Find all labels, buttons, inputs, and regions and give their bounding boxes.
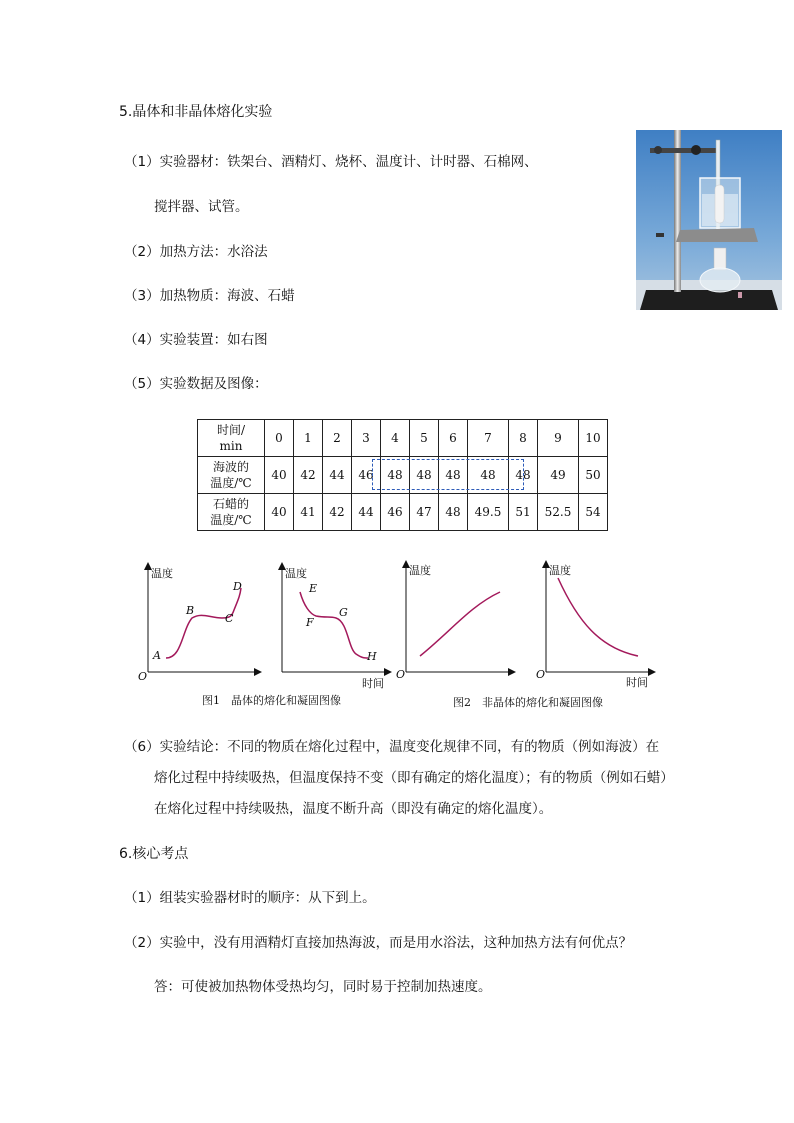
- figure-1-caption: 图1 晶体的熔化和凝固图像: [202, 694, 341, 707]
- g1-point-b: B: [186, 604, 195, 617]
- g2-ylabel: 温度: [285, 567, 307, 580]
- hypo-temp-cell: 50: [579, 457, 608, 494]
- time-header-label-2: min: [219, 439, 243, 453]
- g1-point-d: D: [233, 580, 242, 593]
- g1-origin: O: [138, 670, 148, 683]
- wax-temp-cell: 54: [579, 494, 608, 531]
- time-cell: 4: [381, 420, 410, 457]
- key-point-2-answer: 答：可使被加热物体受热均匀，同时易于控制加热速度。: [154, 979, 492, 995]
- graph-crystal-solidification: [282, 566, 388, 690]
- g1-point-a: A: [153, 649, 161, 662]
- time-cell: 7: [468, 420, 509, 457]
- g1-ylabel: 温度: [151, 567, 173, 580]
- wax-temp-cell: 40: [265, 494, 294, 531]
- wax-label-cell: [198, 494, 265, 531]
- wax-temp-cell: 41: [294, 494, 323, 531]
- g2-point-f: F: [306, 616, 314, 629]
- wax-temp-cell: 51: [509, 494, 538, 531]
- hypo-label-2: 温度/℃: [210, 476, 252, 490]
- section-6-title: 6.核心考点: [119, 846, 189, 862]
- melting-graphs: [130, 560, 670, 695]
- g2-point-g: G: [339, 606, 348, 619]
- time-cell: 2: [323, 420, 352, 457]
- hypo-temp-cell: 48: [439, 457, 468, 494]
- g4-curve: [558, 578, 638, 656]
- wax-temp-cell: 42: [323, 494, 352, 531]
- time-cell: 0: [265, 420, 294, 457]
- hypo-temp-cell: 48: [381, 457, 410, 494]
- graph-amorphous-melting: [396, 563, 512, 681]
- time-cell: 5: [410, 420, 439, 457]
- wax-label-2: 温度/℃: [210, 513, 252, 527]
- hypo-label-1: 海波的: [212, 460, 249, 474]
- figure-2-caption: 图2 非晶体的熔化和凝固图像: [453, 696, 603, 709]
- table-row-wax: [198, 494, 608, 531]
- g2-point-h: H: [367, 650, 377, 663]
- g1-point-c: C: [225, 612, 234, 625]
- time-cell: 6: [439, 420, 468, 457]
- g3-ylabel: 温度: [409, 564, 431, 577]
- key-point-2-question: （2）实验中，没有用酒精灯直接加热海波，而是用水浴法，这种加热方法有何优点？: [124, 935, 633, 951]
- time-header-cell: [198, 420, 265, 457]
- apparatus: （4）实验装置：如右图: [124, 332, 268, 348]
- time-header-label-1: 时间/: [216, 423, 246, 437]
- table-row-time: [198, 420, 608, 457]
- g2-point-e: E: [309, 582, 318, 595]
- table-row-hypo: [198, 457, 608, 494]
- hypo-temp-cell: 44: [323, 457, 352, 494]
- hypo-temp-cell: 49: [538, 457, 579, 494]
- data-table: [197, 419, 608, 531]
- g4-origin: O: [536, 668, 546, 681]
- hypo-temp-cell: 46: [352, 457, 381, 494]
- time-cell: 10: [579, 420, 608, 457]
- time-cell: 8: [509, 420, 538, 457]
- key-point-1: （1）组装实验器材时的顺序：从下到上。: [124, 890, 376, 906]
- graph-amorphous-solidification: [536, 563, 652, 689]
- g3-curve: [420, 592, 500, 656]
- apparatus-photo: [636, 130, 782, 310]
- hypo-temp-cell: 48: [509, 457, 538, 494]
- wax-temp-cell: 49.5: [468, 494, 509, 531]
- conclusion-line-3: 在熔化过程中持续吸热，温度不断升高（即没有确定的熔化温度）。: [154, 801, 553, 817]
- wax-temp-cell: 48: [439, 494, 468, 531]
- hypo-label-cell: [198, 457, 265, 494]
- hypo-temp-cell: 48: [410, 457, 439, 494]
- section-5-title: 5.晶体和非晶体熔化实验: [119, 104, 273, 120]
- time-cell: 3: [352, 420, 381, 457]
- g4-xlabel: 时间: [626, 676, 648, 689]
- hypo-temp-cell: 48: [468, 457, 509, 494]
- wax-temp-cell: 46: [381, 494, 410, 531]
- heating-substances: （3）加热物质：海波、石蜡: [124, 288, 295, 304]
- materials-line-2: 搅拌器、试管。: [154, 199, 249, 215]
- time-cell: 1: [294, 420, 323, 457]
- time-cell: 9: [538, 420, 579, 457]
- data-and-graphs: （5）实验数据及图像：: [124, 376, 268, 392]
- g3-origin: O: [396, 668, 406, 681]
- wax-temp-cell: 44: [352, 494, 381, 531]
- wax-temp-cell: 47: [410, 494, 439, 531]
- wax-label-1: 石蜡的: [212, 497, 249, 511]
- conclusion-line-1: （6）实验结论：不同的物质在熔化过程中，温度变化规律不同，有的物质（例如海波）在: [124, 739, 660, 755]
- graph-crystal-melting: [138, 566, 258, 683]
- conclusion-line-2: 熔化过程中持续吸热，但温度保持不变（即有确定的熔化温度）；有的物质（例如石蜡）: [154, 770, 674, 786]
- hypo-temp-cell: 40: [265, 457, 294, 494]
- materials-line-1: （1）实验器材：铁架台、酒精灯、烧杯、温度计、计时器、石棉网、: [124, 154, 538, 170]
- hypo-temp-cell: 42: [294, 457, 323, 494]
- g4-ylabel: 温度: [549, 564, 571, 577]
- g2-xlabel: 时间: [362, 677, 384, 690]
- wax-temp-cell: 52.5: [538, 494, 579, 531]
- heating-method: （2）加热方法：水浴法: [124, 244, 268, 260]
